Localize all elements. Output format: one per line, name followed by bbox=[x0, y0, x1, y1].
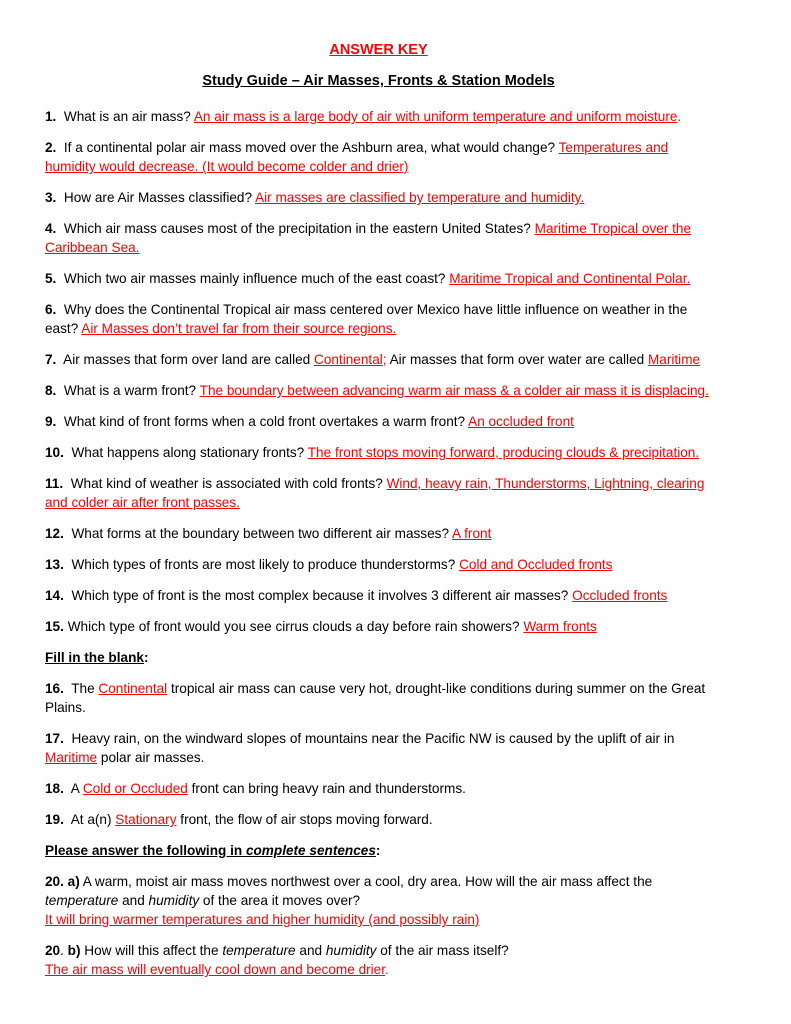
question-20a-letter: a) bbox=[63, 874, 80, 889]
question-19 bbox=[45, 810, 712, 829]
question-13-number: 13. bbox=[45, 557, 64, 572]
question-20a bbox=[45, 872, 712, 929]
question-1-prompt: What is an air mass? bbox=[63, 109, 194, 124]
question-20b-answer-tail: . bbox=[385, 962, 389, 977]
question-19-answer: Stationary bbox=[115, 812, 177, 827]
question-20b-prompt-part2: and bbox=[295, 943, 326, 958]
question-8-number: 8. bbox=[45, 383, 57, 398]
question-5-answer: Maritime Tropical and Continental Polar. bbox=[449, 271, 691, 286]
question-17-part2: polar air masses. bbox=[97, 750, 205, 765]
question-20b-italic-temperature: temperature bbox=[222, 943, 296, 958]
question-14-answer: Occluded fronts bbox=[572, 588, 668, 603]
question-5-prompt: Which two air masses mainly influence much of the east coast? bbox=[63, 271, 450, 286]
question-7-separator: ; bbox=[382, 352, 387, 367]
question-16-part1: The bbox=[71, 681, 99, 696]
question-18-part2: front can bring heavy rain and thunderstorms. bbox=[187, 781, 466, 796]
question-20a-prompt-part3: of the area it moves over? bbox=[199, 893, 361, 908]
question-20a-number: 20. bbox=[45, 874, 64, 889]
question-10-prompt: What happens along stationary fronts? bbox=[71, 445, 308, 460]
question-11 bbox=[45, 474, 712, 512]
study-guide-subtitle-text: Study Guide – Air Masses, Fronts & Station Models bbox=[202, 73, 555, 89]
question-20b-answer: The air mass will eventually cool down and become drier bbox=[45, 962, 386, 977]
question-7-number: 7. bbox=[45, 352, 57, 367]
question-20a-italic-temperature: temperature bbox=[45, 893, 119, 908]
question-4-number: 4. bbox=[45, 221, 57, 236]
question-9-number: 9. bbox=[45, 414, 57, 429]
question-15 bbox=[45, 617, 712, 636]
question-6-answer: Air Masses don’t travel far from their source regions. bbox=[81, 321, 397, 336]
question-16-number: 16. bbox=[45, 681, 64, 696]
question-13-answer: Cold and Occluded fronts bbox=[459, 557, 613, 572]
question-1 bbox=[45, 107, 712, 126]
question-2-number: 2. bbox=[45, 140, 57, 155]
question-20a-prompt-part2: and bbox=[118, 893, 149, 908]
question-4-prompt: Which air mass causes most of the precipitation in the eastern United States? bbox=[63, 221, 535, 236]
question-4 bbox=[45, 219, 712, 257]
question-2-prompt: If a continental polar air mass moved over the Ashburn area, what would change? bbox=[63, 140, 559, 155]
question-4-answer: Maritime Tropical over the Caribbean Sea. bbox=[45, 221, 692, 255]
fill-in-blank-heading bbox=[45, 648, 712, 667]
question-15-prompt: Which type of front would you see cirrus clouds a day before rain showers? bbox=[67, 619, 524, 634]
question-18-part1: A bbox=[70, 781, 83, 796]
question-9-prompt: What kind of front forms when a cold front overtakes a warm front? bbox=[63, 414, 469, 429]
question-10 bbox=[45, 443, 712, 462]
question-14 bbox=[45, 586, 712, 605]
question-7-part1: Air masses that form over land are called bbox=[63, 352, 314, 367]
question-13-prompt: Which types of fronts are most likely to produce thunderstorms? bbox=[71, 557, 460, 572]
question-12 bbox=[45, 524, 712, 543]
question-3-prompt: How are Air Masses classified? bbox=[63, 190, 256, 205]
question-20a-italic-humidity: humidity bbox=[148, 893, 200, 908]
question-17-part1: Heavy rain, on the windward slopes of mountains near the Pacific NW is caused by the uplift of air in bbox=[71, 731, 675, 746]
question-12-answer: A front bbox=[452, 526, 492, 541]
question-8-answer: The boundary between advancing warm air mass & a colder air mass it is displacing. bbox=[199, 383, 709, 398]
question-20b-period: . bbox=[60, 943, 64, 958]
question-19-part1: At a(n) bbox=[70, 812, 116, 827]
question-2 bbox=[45, 138, 712, 176]
question-20b-letter: b) bbox=[63, 943, 81, 958]
question-8-prompt: What is a warm front? bbox=[63, 383, 200, 398]
question-19-part2: front, the flow of air stops moving forward. bbox=[176, 812, 433, 827]
fill-in-blank-heading-text: Fill in the blank bbox=[45, 650, 144, 665]
answer-key-title bbox=[45, 42, 712, 59]
question-18 bbox=[45, 779, 712, 798]
question-13 bbox=[45, 555, 712, 574]
question-20b bbox=[45, 941, 712, 979]
question-3-answer: Air masses are classified by temperature and humidity. bbox=[255, 190, 585, 205]
question-3 bbox=[45, 188, 712, 207]
question-7-answer-1: Continental bbox=[314, 352, 383, 367]
question-7 bbox=[45, 350, 712, 369]
question-11-number: 11. bbox=[45, 476, 64, 491]
question-20b-italic-humidity: humidity bbox=[325, 943, 377, 958]
question-7-answer-2: Maritime bbox=[647, 352, 701, 367]
complete-sentences-heading-italic: complete sentences bbox=[245, 843, 376, 858]
complete-sentences-heading-part1: Please answer the following in bbox=[45, 843, 246, 858]
question-1-number: 1. bbox=[45, 109, 57, 124]
answer-key-title-text: ANSWER KEY bbox=[329, 42, 428, 58]
fill-in-blank-heading-colon: : bbox=[143, 650, 149, 665]
question-17-number: 17. bbox=[45, 731, 64, 746]
question-1-answer: An air mass is a large body of air with uniform temperature and uniform moisture bbox=[193, 109, 678, 124]
question-20a-answer: It will bring warmer temperatures and higher humidity (and possibly rain) bbox=[45, 912, 480, 927]
question-17-answer: Maritime bbox=[45, 750, 98, 765]
question-19-number: 19. bbox=[45, 812, 64, 827]
question-20b-prompt-part1: How will this affect the bbox=[80, 943, 223, 958]
question-16-part2: tropical air mass can cause very hot, drought-like conditions during summer on the Great Plains. bbox=[45, 681, 706, 715]
question-6-number: 6. bbox=[45, 302, 57, 317]
question-20b-prompt-part3: of the air mass itself? bbox=[376, 943, 509, 958]
question-15-answer: Warm fronts bbox=[523, 619, 597, 634]
question-18-number: 18. bbox=[45, 781, 64, 796]
question-10-number: 10. bbox=[45, 445, 64, 460]
question-6 bbox=[45, 300, 712, 338]
document-content bbox=[45, 42, 712, 991]
question-6-prompt: Why does the Continental Tropical air mass centered over Mexico have little influence on weather in the east? bbox=[45, 302, 688, 336]
complete-sentences-heading bbox=[45, 841, 712, 860]
question-10-answer: The front stops moving forward, producing clouds & precipitation. bbox=[307, 445, 700, 460]
question-14-number: 14. bbox=[45, 588, 64, 603]
question-5-number: 5. bbox=[45, 271, 57, 286]
question-12-prompt: What forms at the boundary between two different air masses? bbox=[71, 526, 453, 541]
question-5 bbox=[45, 269, 712, 288]
question-20b-number: 20 bbox=[45, 943, 61, 958]
complete-sentences-heading-colon: : bbox=[375, 843, 381, 858]
question-11-prompt: What kind of weather is associated with cold fronts? bbox=[70, 476, 387, 491]
question-16 bbox=[45, 679, 712, 717]
question-9 bbox=[45, 412, 712, 431]
question-11-answer: Wind, heavy rain, Thunderstorms, Lightning, clearing and colder air after front passes. bbox=[45, 476, 705, 510]
question-17 bbox=[45, 729, 712, 767]
question-12-number: 12. bbox=[45, 526, 64, 541]
question-15-number: 15. bbox=[45, 619, 64, 634]
question-18-answer: Cold or Occluded bbox=[82, 781, 188, 796]
question-20a-prompt-part1: A warm, moist air mass moves northwest over a cool, dry area. How will the air mass affect the bbox=[79, 874, 653, 889]
question-9-answer: An occluded front bbox=[468, 414, 574, 429]
question-2-answer: Temperatures and humidity would decrease. (It would become colder and drier) bbox=[45, 140, 669, 174]
question-16-answer: Continental bbox=[98, 681, 168, 696]
question-8 bbox=[45, 381, 712, 400]
study-guide-subtitle bbox=[45, 73, 712, 90]
question-7-part2: Air masses that form over water are called bbox=[386, 352, 648, 367]
question-14-prompt: Which type of front is the most complex because it involves 3 different air masses? bbox=[71, 588, 573, 603]
question-1-answer-tail: . bbox=[677, 109, 682, 124]
question-3-number: 3. bbox=[45, 190, 57, 205]
